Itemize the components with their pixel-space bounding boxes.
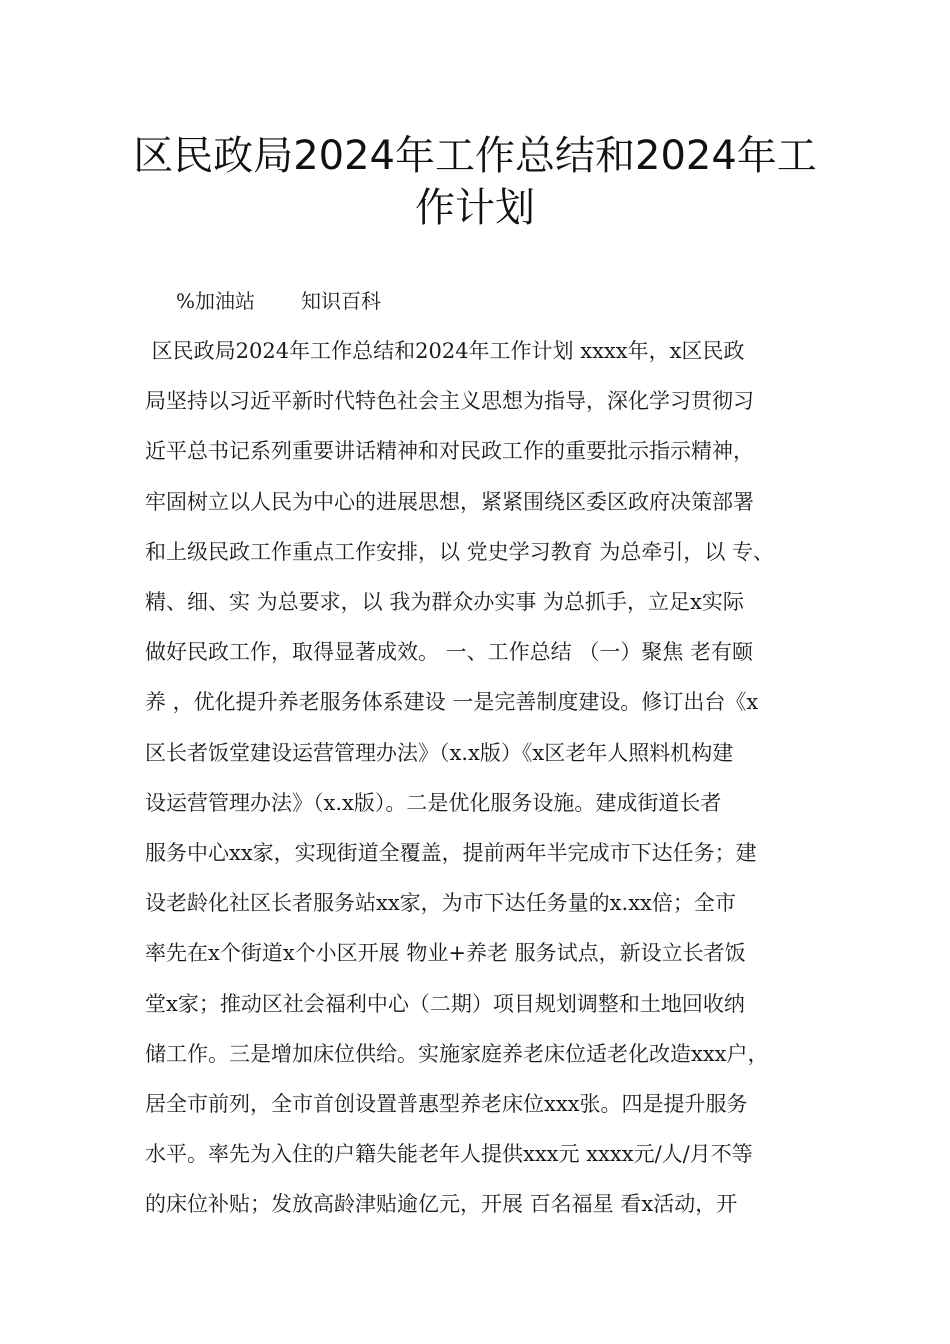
body-text-line: 堂x家；推动区社会福利中心（二期）项目规划调整和土地回收纳 xyxy=(145,991,745,1016)
category-label: 知识百科 xyxy=(301,289,382,313)
document-meta xyxy=(176,288,381,314)
document-title-line-1: 区民政局2024年工作总结和2024年工 xyxy=(133,133,817,179)
body-text-line: 设运营管理办法》（x.x版）。二是优化服务设施。建成街道长者 xyxy=(145,790,722,815)
body-text-line: 区民政局2024年工作总结和2024年工作计划 xxxx年，x区民政 xyxy=(145,339,745,363)
body-text-line: 局坚持以习近平新时代特色社会主义思想为指导，深化学习贯彻习 xyxy=(145,389,754,414)
body-text-line: 服务中心xx家，实现街道全覆盖，提前两年半完成市下达任务；建 xyxy=(145,841,757,865)
body-text-line: 近平总书记系列重要讲话精神和对民政工作的重要批示指示精神， xyxy=(145,439,754,464)
body-text-line: 精、细、实 为总要求，以 我为群众办实事 为总抓手，立足x实际 xyxy=(145,590,744,614)
body-text-line: 区长者饭堂建设运营管理办法》（x.x版）《x区老年人照料机构建 xyxy=(145,740,734,765)
source-label: %加油站 xyxy=(176,289,256,313)
body-text-line: 储工作。三是增加床位供给。实施家庭养老床位适老化改造xxx户， xyxy=(145,1041,769,1066)
body-text-line: 养 ，优化提升养老服务体系建设 一是完善制度建设。修订出台《x xyxy=(145,690,759,715)
document-title-line-2: 作计划 xyxy=(415,185,535,231)
body-text-line: 设老龄化社区长者服务站xx家，为市下达任务量的x.xx倍；全市 xyxy=(145,891,736,916)
body-text-line: 和上级民政工作重点工作安排，以 党史学习教育 为总牵引，以 专、 xyxy=(145,539,775,564)
body-text-line: 率先在x个街道x个小区开展 物业+养老 服务试点，新设立长者饭 xyxy=(145,941,746,966)
body-text-line: 的床位补贴；发放高龄津贴逾亿元，开展 百名福星 看x活动，开 xyxy=(145,1192,738,1217)
body-text-line: 水平。率先为入住的户籍失能老年人提供xxx元 xxxx元/人/月不等 xyxy=(145,1142,753,1167)
body-text-line: 牢固树立以人民为中心的进展思想，紧紧围绕区委区政府决策部署 xyxy=(145,489,754,514)
body-text-line: 做好民政工作，取得显著成效。 一、工作总结 （一）聚焦 老有颐 xyxy=(145,640,754,665)
body-text-line: 居全市前列，全市首创设置普惠型养老床位xxx张。四是提升服务 xyxy=(145,1092,748,1116)
